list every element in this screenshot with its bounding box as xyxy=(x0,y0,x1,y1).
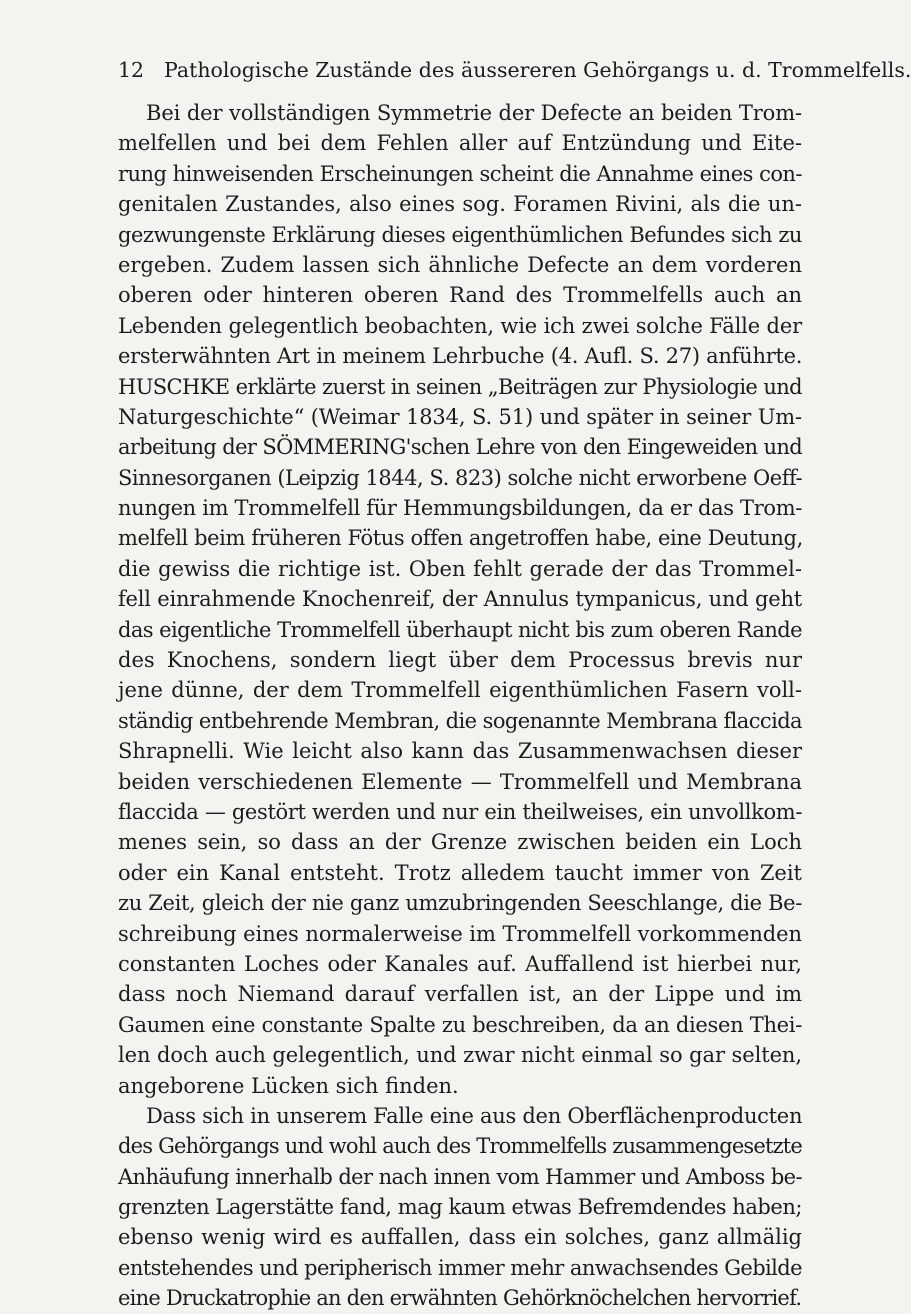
text-line: jene dünne, der dem Trommelfell eigenthümlichen Fasern voll- xyxy=(118,678,802,703)
body-text xyxy=(118,98,802,1314)
text-line: oberen oder hinteren oberen Rand des Trommelfells auch an xyxy=(118,283,802,308)
text-line: Lebenden gelegentlich beobachten, wie ich zwei solche Fälle der xyxy=(118,313,802,338)
text-line: das eigentliche Trommelfell überhaupt nicht bis zum oberen Rande xyxy=(118,617,802,642)
text-line: HUSCHKE erklärte zuerst in seinen „Beiträgen zur Physiologie und xyxy=(118,374,802,399)
text-line: Bei der vollständigen Symmetrie der Defecte an beiden Trom- xyxy=(146,101,802,125)
text-line: flaccida — gestört werden und nur ein theilweises, ein unvollkom- xyxy=(118,799,803,824)
text-line: Dass sich in unserem Falle eine aus den Oberflächenproducten xyxy=(146,1103,803,1128)
text-line: Anhäufung innerhalb der nach innen vom Hammer und Amboss be- xyxy=(118,1164,802,1189)
running-title: Pathologische Zustände des äussereren Gehörgangs u. d. Trommelfells. xyxy=(164,58,911,82)
running-head xyxy=(118,56,911,84)
text-line: ständig entbehrende Membran, die sogenannte Membrana flaccida xyxy=(118,708,802,733)
text-line: len doch auch gelegentlich, und zwar nicht einmal so gar selten, xyxy=(118,1043,802,1068)
text-line: menes sein, so dass an der Grenze zwischen beiden ein Loch xyxy=(118,830,802,855)
text-line: Naturgeschichte“ (Weimar 1834, S. 51) und später in seiner Um- xyxy=(118,404,802,429)
text-line: ebenso wenig wird es auffallen, dass ein solches, ganz allmälig xyxy=(118,1225,802,1250)
page-number: 12 xyxy=(118,58,145,82)
text-line: Shrapnelli. Wie leicht also kann das Zusammenwachsen dieser xyxy=(118,739,802,764)
text-line: nungen im Trommelfell für Hemmungsbildungen, da er das Trom- xyxy=(118,496,802,521)
paragraph xyxy=(118,1101,802,1314)
paragraph xyxy=(118,98,802,1101)
text-line: rung hinweisenden Erscheinungen scheint die Annahme eines con- xyxy=(118,161,802,186)
text-line: die gewiss die richtige ist. Oben fehlt gerade der das Trommel- xyxy=(118,556,802,581)
text-line: eine Druckatrophie an den erwähnten Gehörknöchelchen hervorrief. xyxy=(118,1286,802,1311)
text-line: arbeitung der SÖMMERING'schen Lehre von den Eingeweiden und xyxy=(118,435,802,460)
text-line: des Knochens, sondern liegt über dem Processus brevis nur xyxy=(118,648,802,673)
text-line: melfellen und bei dem Fehlen aller auf Entzündung und Eite- xyxy=(118,131,802,156)
text-line: angeborene Lücken sich finden. xyxy=(118,1073,459,1098)
text-line: ergeben. Zudem lassen sich ähnliche Defecte an dem vorderen xyxy=(118,252,802,277)
text-line: dass noch Niemand darauf verfallen ist, an der Lippe und im xyxy=(118,982,802,1007)
text-line: zu Zeit, gleich der nie ganz umzubringenden Seeschlange, die Be- xyxy=(118,891,802,916)
text-line: entstehendes und peripherisch immer mehr anwachsendes Gebilde xyxy=(118,1255,802,1280)
text-line: constanten Loches oder Kanales auf. Auffallend ist hierbei nur, xyxy=(118,951,802,976)
text-line: oder ein Kanal entsteht. Trotz alledem taucht immer von Zeit xyxy=(118,860,802,885)
text-line: Gaumen eine constante Spalte zu beschreiben, da an diesen Thei- xyxy=(118,1012,802,1037)
text-line: ersterwähnten Art in meinem Lehrbuche (4. Aufl. S. 27) anführte. xyxy=(118,344,803,369)
text-line: gezwungenste Erklärung dieses eigenthümlichen Befundes sich zu xyxy=(118,222,802,247)
text-line: schreibung eines normalerweise im Trommelfell vorkommenden xyxy=(118,921,802,946)
text-line: melfell beim früheren Fötus offen angetroffen habe, eine Deutung, xyxy=(118,526,803,551)
text-line: grenzten Lagerstätte fand, mag kaum etwas Befremdendes haben; xyxy=(118,1195,802,1220)
text-line: fell einrahmende Knochenreif, der Annulus tympanicus, und geht xyxy=(118,587,802,612)
text-line: Sinnesorganen (Leipzig 1844, S. 823) solche nicht erworbene Oeff- xyxy=(118,465,803,490)
text-line: beiden verschiedenen Elemente — Trommelfell und Membrana xyxy=(118,769,802,794)
text-line: des Gehörgangs und wohl auch des Trommelfells zusammengesetzte xyxy=(118,1134,802,1159)
text-line: genitalen Zustandes, also eines sog. Foramen Rivini, als die un- xyxy=(118,192,802,217)
